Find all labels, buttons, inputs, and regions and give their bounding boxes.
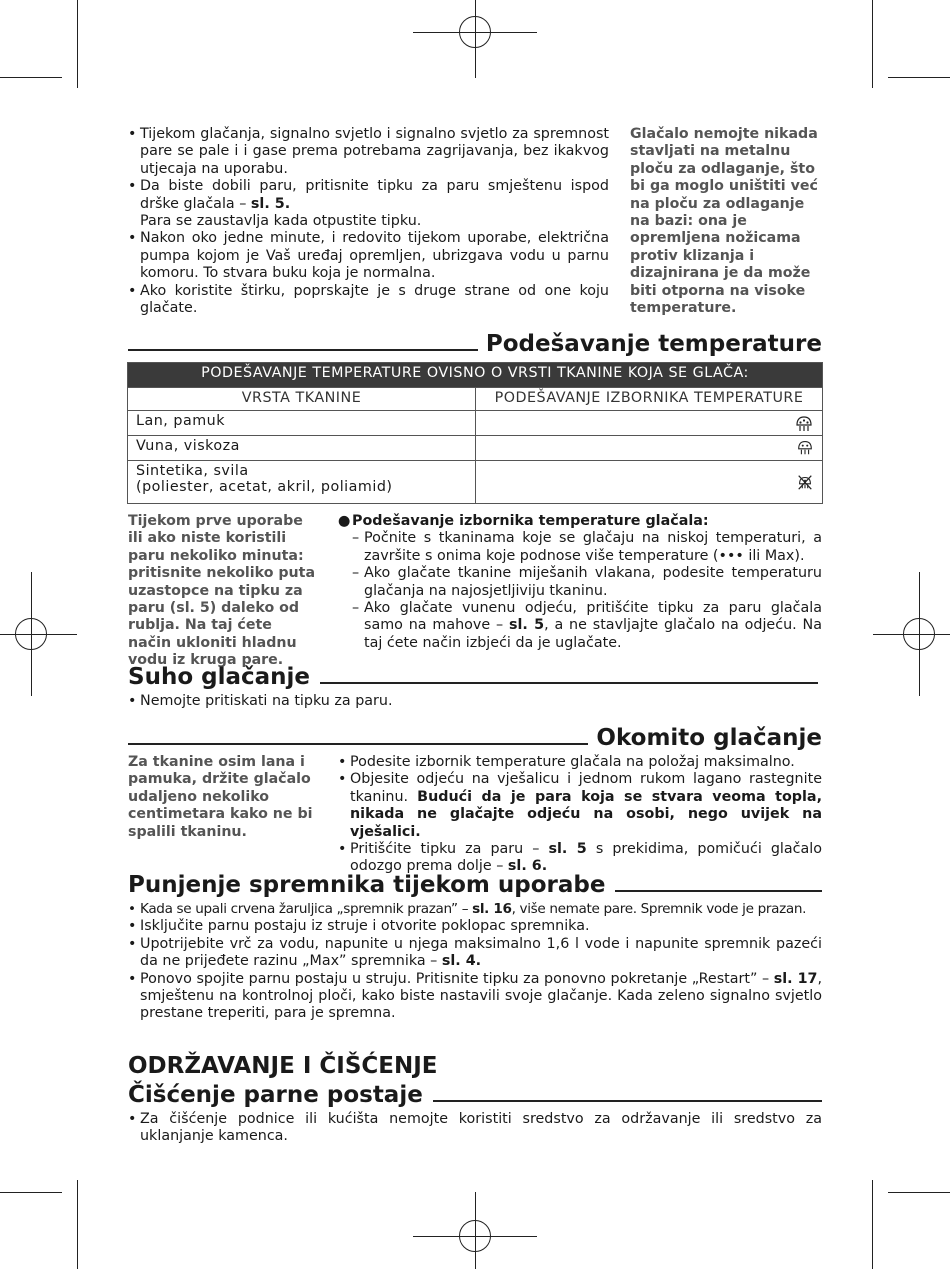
vertical-side-note: Za tkanine osim lana i pamuka, držite glačalo udaljeno nekoliko centimetara kako ne bi spalili tkaninu. [128,754,313,840]
vertical-section [338,754,822,876]
list-item: • Nakon oko jedne minute, i redovito tijekom uporabe, električna pumpa kojom je Vaš uređaj opremljen, ubrizgava vodu u parnu komoru. To stvara buku koja je normalna. [128,230,609,282]
fabric-name: Sintetika, svila [136,463,249,479]
warning-text: Budući da je para koja se stvara veoma topla, nikada ne glačajte odjeću na osobi, nego uvijek na vješalici. [350,788,823,840]
intro-section [128,126,609,317]
list-item: • Da biste dobili paru, pritisnite tipku za paru smještenu ispod drške glačala – sl. 5. [128,178,609,213]
list-item: • Pritišćite tipku za paru – sl. 5 s prekidima, pomičući glačalo odozgo prema dolje – sl. 6. [338,841,822,876]
table-header: PODEŠAVANJE TEMPERATURE OVISNO O VRSTI TKANINE KOJA SE GLAČA: [128,363,823,388]
settings-title: ● Podešavanje izbornika temperature glačala: [338,513,709,529]
section-heading-dry [128,664,818,690]
list-item: – Ako glačate tkanine miješanih vlakana, podesite temperaturu glačanja na najosjetljiviju tkaninu. [338,565,822,600]
figure-reference: sl. 16 [472,901,512,917]
figure-reference: sl. 17 [773,970,818,987]
dry-section [128,693,822,710]
list-item: • Kada se upali crvena žaruljica „spremnik prazan” – sl. 16, više nemate pare. Spremnik vode je prazan. [128,901,822,918]
figure-reference: sl. 5. [250,195,291,212]
temperature-table-wrap [127,362,823,504]
heading-rule [433,1100,822,1102]
chapter-heading-maintenance: ODRŽAVANJE I ČIŠĆENJE [128,1053,438,1079]
fabric-cell: Vuna, viskoza [128,436,476,461]
temperature-settings [338,513,822,652]
section-heading-vertical [128,725,822,751]
section-heading-temperature [128,331,822,357]
setting-cell [476,461,823,504]
list-item: • Nemojte pritiskati na tipku za paru. [128,693,822,710]
fabric-cell [128,461,476,504]
heading-text: Čišćenje parne postaje [128,1082,423,1108]
heading-text: Suho glačanje [128,664,311,690]
list-item-continuation: Para se zaustavlja kada otpustite tipku. [140,213,422,230]
list-item: – Ako glačate vunenu odjeću, pritišćite tipku za paru glačala samo na mahove – sl. 5, a ne stavljajte glačalo na odjeću. Na taj ćete način izbjeći da je uglačate. [338,600,822,652]
list-item: – Počnite s tkaninama koje se glačaju na niskoj temperaturi, a završite s onima koje podnose više temperature (••• ili Max). [338,530,822,565]
fabric-detail: (poliester, acetat, akril, poliamid) [136,479,393,495]
list-item: • Podesite izbornik temperature glačala na položaj maksimalno. [338,754,822,771]
heading-text: Okomito glačanje [596,725,822,751]
settings-list [338,530,822,652]
heading-rule [320,682,818,684]
setting-cell [476,411,823,436]
figure-reference: sl. 4. [441,953,482,970]
no-steam-icon [796,473,814,491]
first-use-side-note: Tijekom prve uporabe ili ako niste koristili paru nekoliko minuta: pritisnite nekoliko puta uzastopce na tipku za paru (sl. 5) daleko od rublja. Na taj ćete način ukloniti hladnu vodu iz kruga pare. [128,513,316,669]
table-row [128,411,823,436]
column-header-fabric: VRSTA TKANINE [128,388,476,411]
figure-reference: sl. 6. [507,858,548,875]
list-item: • Ako koristite štirku, poprskajte je s druge strane od one koju glačate. [128,283,609,318]
heading-text: Podešavanje temperature [485,331,822,357]
list-item: • Isključite parnu postaju iz struje i otvorite poklopac spremnika. [128,918,822,935]
heading-rule [128,349,478,351]
temperature-table [127,362,823,504]
table-row [128,436,823,461]
intro-bullet-list [128,126,609,317]
column-header-setting: PODEŠAVANJE IZBORNIKA TEMPERATURE [476,388,823,411]
warning-side-note: Glačalo nemojte nikada stavljati na metalnu ploču za odlaganje, što bi ga moglo uništiti već na ploču za odlaganje na bazi: ona je opremljena nožicama protiv klizanja i dizajnirana je da može biti otporna na visoke temperature. [630,126,818,317]
section-heading-refill [128,872,822,898]
list-item: • Upotrijebite vrč za vodu, napunite u njega maksimalno 1,6 l vode i napunite spremnik pazeći da ne prijeđete razinu „Max” spremnika – sl. 4. [128,936,822,971]
heading-rule [615,890,822,892]
heading-rule [128,743,588,745]
cleaning-section [128,1111,822,1146]
fabric-cell: Lan, pamuk [128,411,476,436]
figure-reference: sl. 5 [508,617,545,634]
table-row [128,461,823,504]
steam-two-dots-icon [796,438,814,456]
list-item: • Za čišćenje podnice ili kućišta nemojte koristiti sredstvo za održavanje ili sredstvo za uklanjanje kamenca. [128,1111,822,1146]
figure-reference: sl. 5 [548,841,587,858]
list-item: • Ponovo spojite parnu postaju u struju. Pritisnite tipku za ponovno pokretanje „Restart” – sl. 17, smještenu na kontrolnoj ploči, kako biste nastavili svoje glačanje. Kada zeleno signalno svjetlo prestane treperiti, para je spremna. [128,971,822,1023]
steam-three-dots-icon [794,413,814,433]
setting-cell [476,436,823,461]
table-header-row [128,363,823,388]
list-item: • Objesite odjeću na vješalicu i jednom rukom lagano rastegnite tkaninu. Budući da je para koja se stvara veoma topla, nikada ne glačajte odjeću na osobi, nego uvijek na vješalici. [338,771,822,841]
refill-section [128,901,822,1023]
table-column-header-row [128,388,823,411]
section-heading-cleaning [128,1082,822,1108]
list-item: • Tijekom glačanja, signalno svjetlo i signalno svjetlo za spremnost pare se pale i i gase prema potrebama zagrijavanja, bez ikakvog utjecaja na uporabu. [128,126,609,178]
heading-text: Punjenje spremnika tijekom uporabe [128,872,606,898]
